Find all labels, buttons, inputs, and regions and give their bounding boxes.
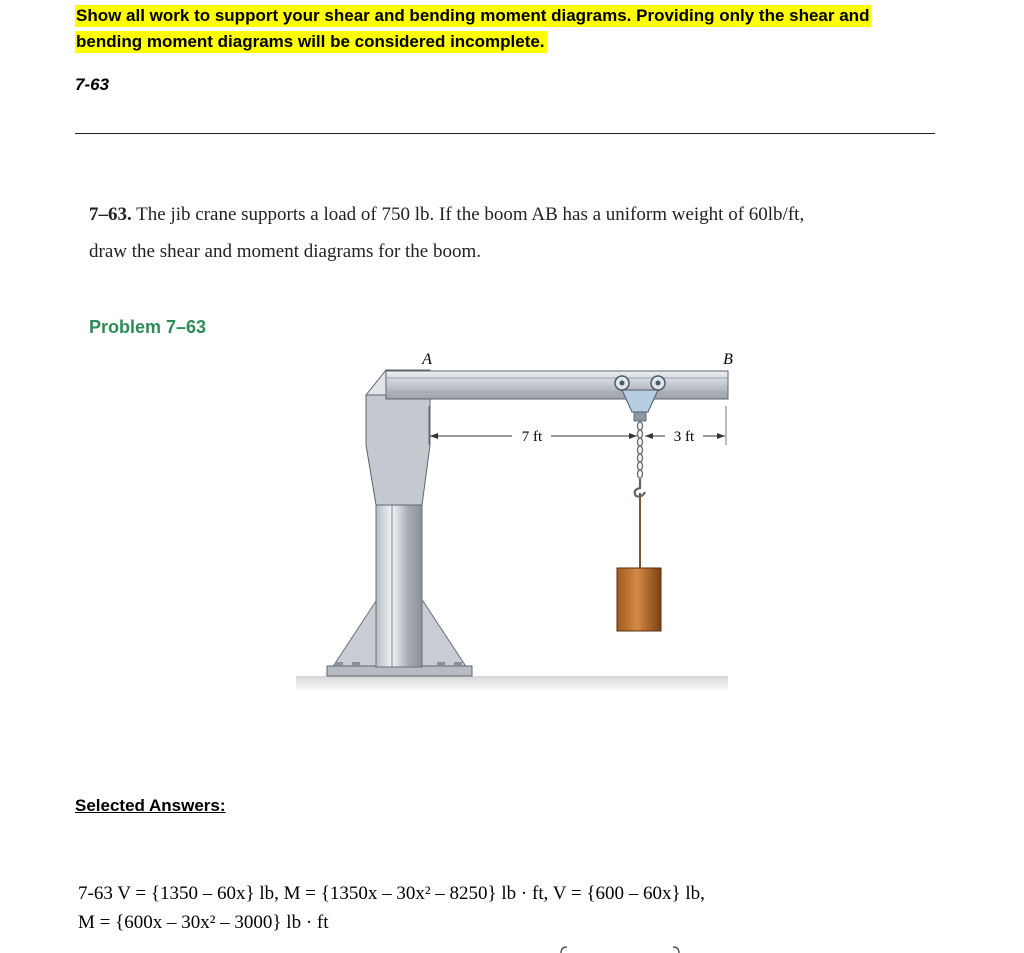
- ground: [296, 676, 728, 692]
- column-head: [366, 395, 430, 505]
- problem-statement-line-2: draw the shear and moment diagrams for the boom.: [89, 241, 482, 262]
- horizontal-rule: [75, 133, 935, 134]
- left-gusset: [332, 598, 378, 668]
- selected-answers-heading: Selected Answers:: [75, 796, 226, 815]
- label-b: B: [723, 351, 733, 368]
- right-gusset: [421, 598, 467, 668]
- figure-title: Problem 7–63: [89, 317, 207, 337]
- bolt: [335, 662, 343, 667]
- bolt: [352, 662, 360, 667]
- problem-number: 7–63.: [89, 204, 132, 225]
- trolley: [622, 390, 658, 412]
- dimension-label-3ft: 3 ft: [673, 429, 695, 445]
- cut-off-brace-icon: [555, 944, 685, 953]
- boom-ab: [386, 371, 728, 399]
- bolt: [437, 662, 445, 667]
- label-a: A: [422, 351, 432, 368]
- problem-statement-line-1: [89, 204, 804, 226]
- chain: [638, 422, 643, 478]
- answer-line-2: M = {600x – 30x² – 3000} lb · ft: [78, 912, 329, 933]
- jib-crane-figure: [290, 345, 740, 695]
- instruction-line-2: bending moment diagrams will be considered incomplete.: [76, 32, 545, 51]
- bolt: [454, 662, 462, 667]
- dimension-label-7ft: 7 ft: [521, 429, 543, 445]
- problem-code: 7-63: [75, 75, 110, 94]
- problem-text-1: The jib crane supports a load of 750 lb. If the boom AB has a uniform weight of 60lb/ft,: [131, 204, 805, 225]
- answer-line-1: 7-63 V = {1350 – 60x} lb, M = {1350x – 30x² – 8250} lb · ft, V = {600 – 60x} lb,: [78, 883, 705, 904]
- instruction-line-1: Show all work to support your shear and bending moment diagrams. Providing only the shear and: [76, 6, 870, 25]
- load-weight: [617, 568, 661, 631]
